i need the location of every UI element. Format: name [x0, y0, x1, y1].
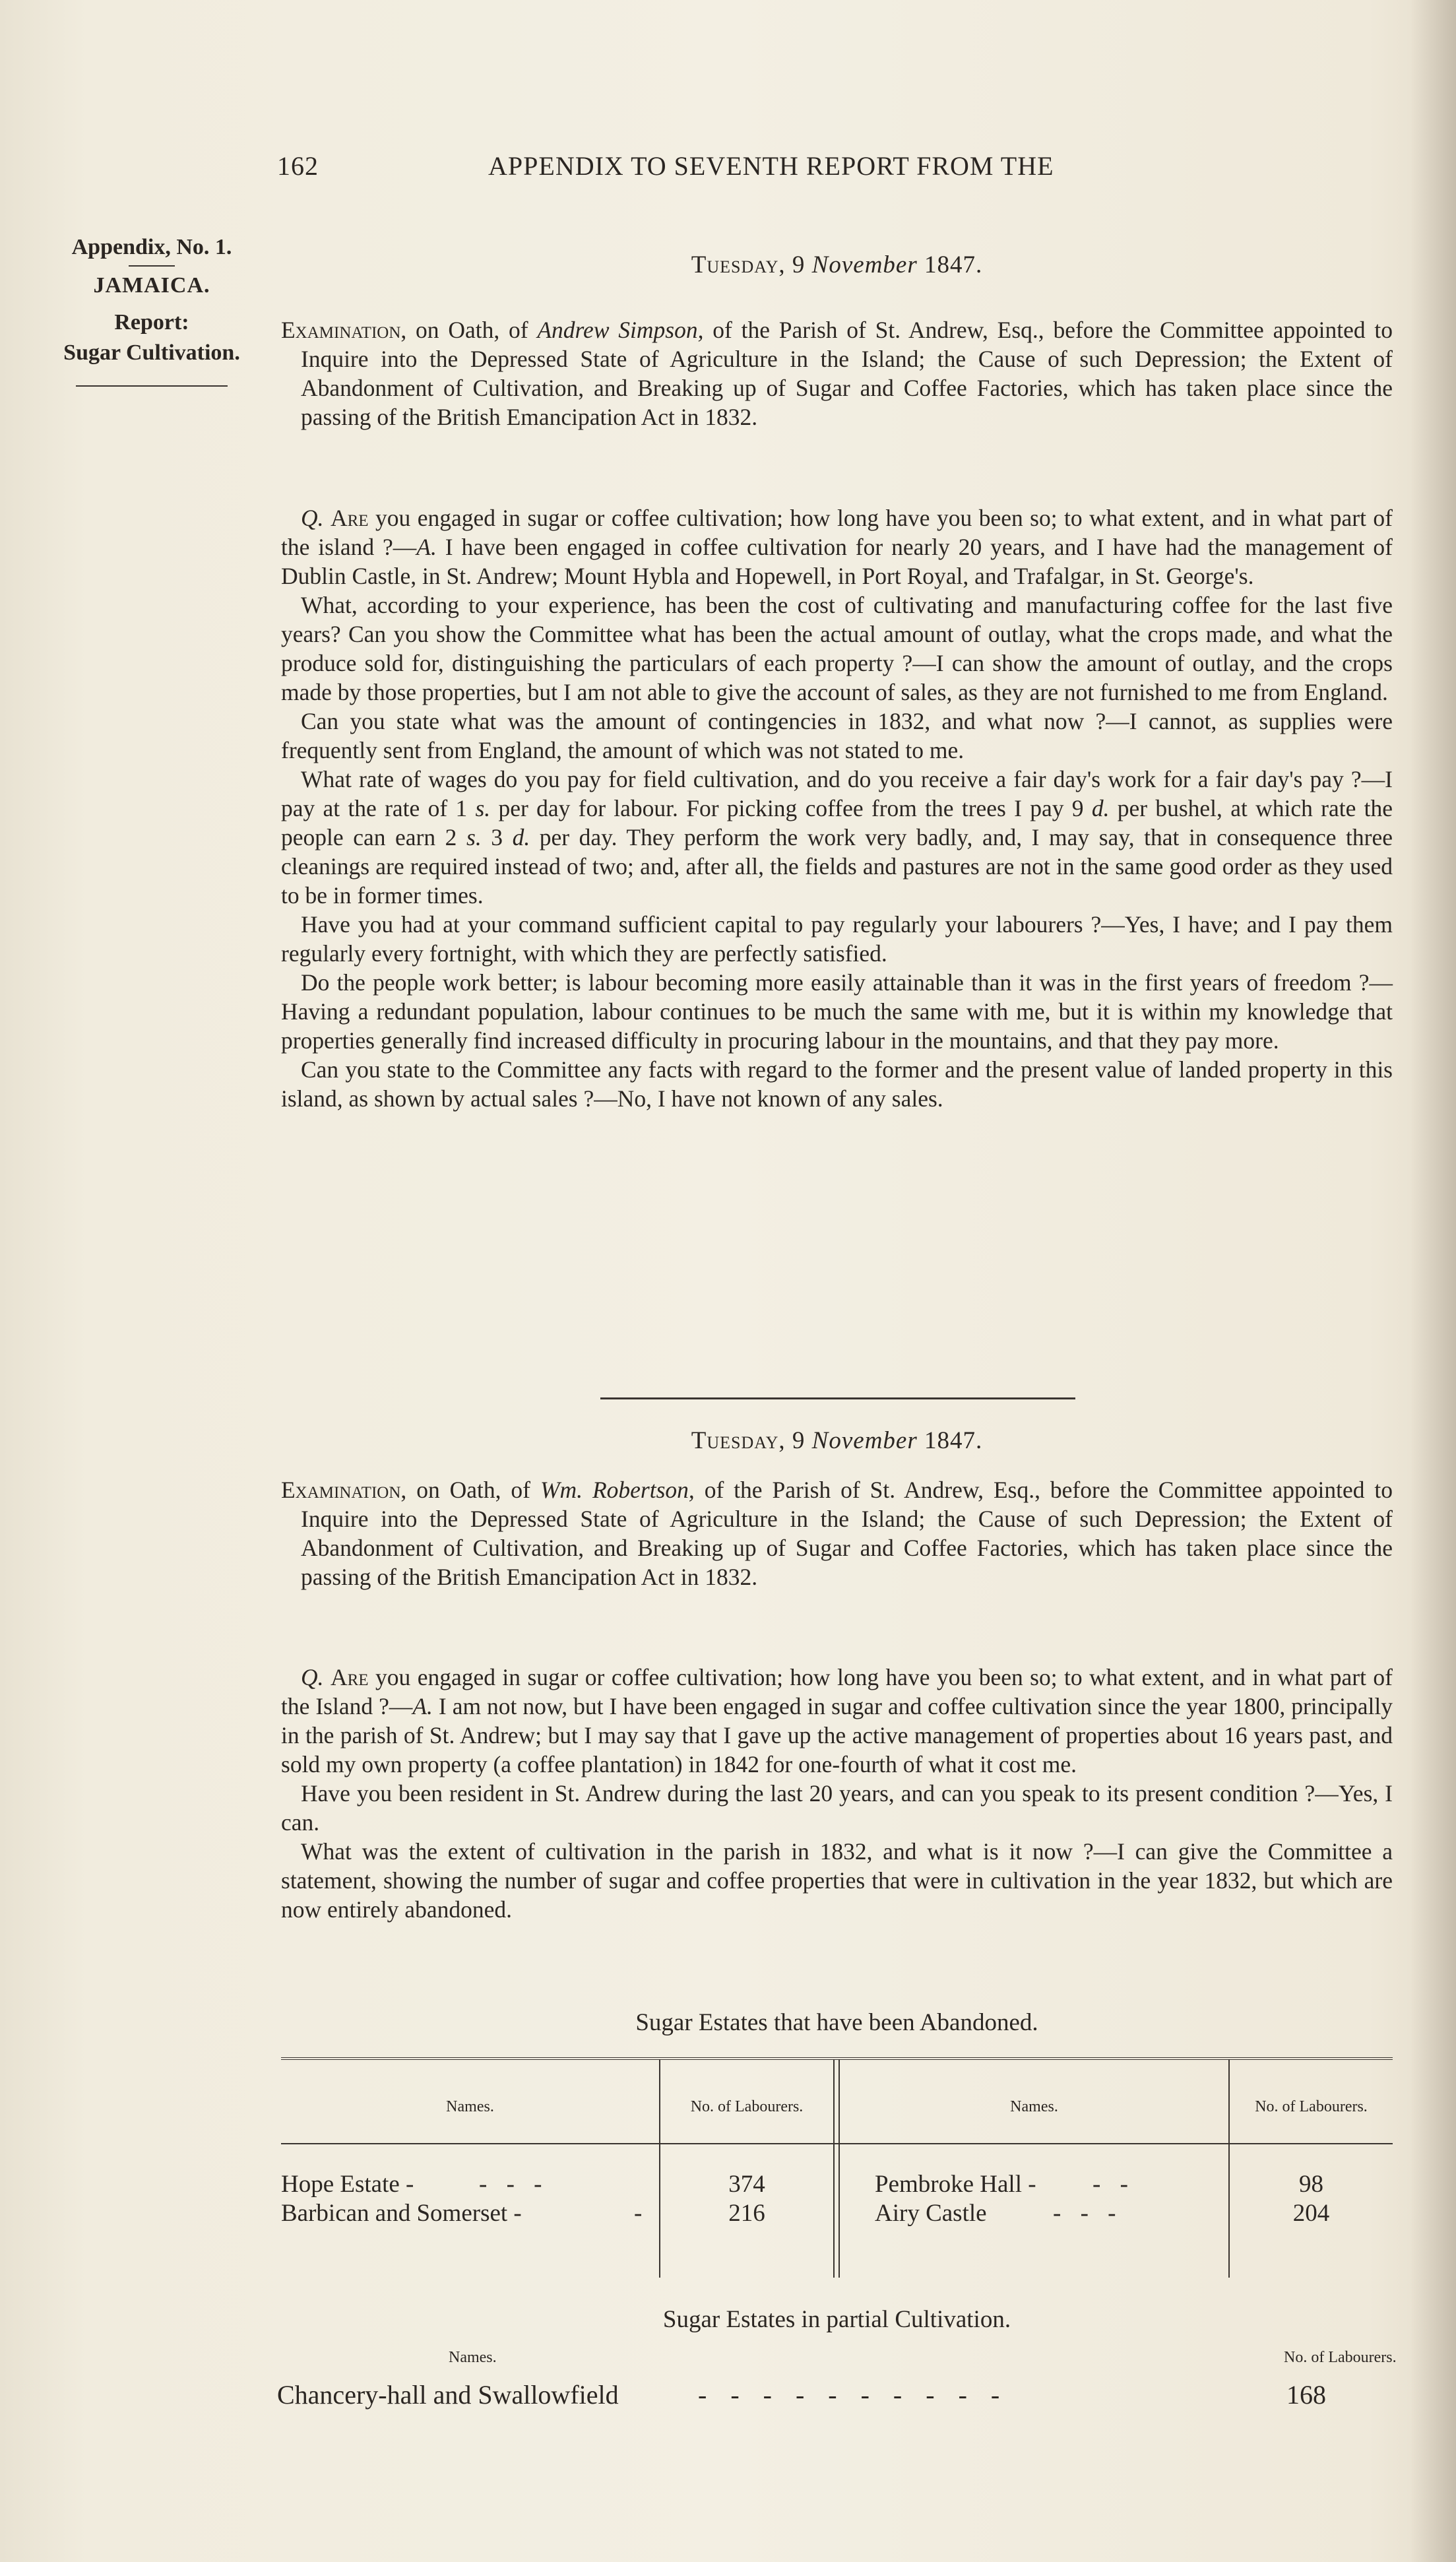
page-number: 162	[277, 151, 319, 181]
partial-row-name: Chancery-hall and Swallowfield	[277, 2380, 619, 2410]
p4-part: per bushel, at which rate the people can earn 2	[281, 795, 1393, 850]
section1-p3: Can you state what was the amount of contingencies in 1832, and what now ?—I cannot, as supplies were frequently sent from England, the amount of which was not stated to me.	[281, 708, 1393, 763]
margin-note	[40, 232, 264, 387]
a-marker: A.	[416, 534, 437, 560]
section1-witness-name: Andrew Simpson,	[537, 317, 704, 343]
section2-exam-pre: , on Oath, of	[400, 1477, 540, 1503]
section1-p5: Have you had at your command sufficient capital to pay regularly your labourers ?—Yes, I have; and I pay them regularly every fortnight, with which they are perfectly satisfied.	[281, 911, 1393, 967]
section1-p2: What, according to your experience, has been the cost of cultivating and manufacturing coffee for the last five years? Can you show the Committee what has been the actual amount of outlay, what the crops made, and what the produce sold for, distinguishing the particulars of each property ?—I can show the amount of outlay, and the crops made by those properties, but I am not able to give the account of sales, as they are not furnished to me from England.	[281, 592, 1393, 705]
section1-p4	[281, 765, 1393, 910]
section2-exam-paragraph	[281, 1475, 1393, 1591]
section1-exam-post: of the Parish of St. Andrew, Esq., before the Committee appointed to Inquire into the Depressed State of Agriculture in the Island; the Cause of such Depression; the Extent of Abandonment of Cultivation, and Breaking up of Sugar and Coffee Factories, which has taken place since the passing of the British Emancipation Act in 1832.	[301, 317, 1393, 430]
p4-unit: d.	[1091, 795, 1110, 821]
p4-part: per day for labour. For picking coffee from the trees I pay 9	[490, 795, 1092, 821]
p4-part: What rate of wages do you pay for field cultivation, and do you receive a fair day's work for a fair day's pay ?—I pay at the rate of 1	[281, 766, 1393, 821]
section1-exam-paragraph	[281, 315, 1393, 432]
q-are: Are	[330, 1664, 369, 1690]
p4-unit: d.	[512, 824, 530, 850]
section1-exam-lead: Examination	[281, 317, 401, 343]
partial-row-dashes: - - - - - - - - - -	[698, 2380, 1000, 2410]
a-text: I have been engaged in coffee cultivation for nearly 20 years, and I have had the management of Dublin Castle, in St. Andrew; Mount Hybla and Hopewell, in Port Royal, and Trafalgar, in St. George's.	[281, 534, 1393, 589]
p4-unit: s.	[466, 824, 482, 850]
section1-p7: Can you state to the Committee any facts with regard to the former and the present value of landed property in this island, as shown by actual sales ?—No, I have not known of any sales.	[281, 1056, 1393, 1112]
margin-report: Report:	[114, 310, 189, 335]
table-column-rule	[659, 2060, 660, 2278]
margin-short-rule	[129, 265, 175, 267]
table-row-dashes: - -	[1092, 2171, 1128, 2198]
table-column-rule	[1228, 2060, 1230, 2278]
table-header-names-left: Names.	[446, 2098, 494, 2115]
table-row-name: Hope Estate -	[281, 2171, 414, 2198]
section2-date-month: November	[811, 1427, 918, 1454]
a-text: I am not now, but I have been engaged in sugar and coffee cultivation since the year 1800, principally in the parish of St. Andrew; but I may say that I gave up the active management of properties about 16 years past, and sold my own property (a coffee plantation) in 1842 for one-fourth of what it cost me.	[281, 1693, 1393, 1777]
p4-part: per day. They perform the work very badly, and, I may say, that in consequence three cleanings are required instead of two; and, after all, the fields and pastures are not in the same good order as they used to be in former times.	[281, 824, 1393, 909]
section1-date-month: November	[811, 251, 918, 278]
table-row-name: Airy Castle	[875, 2200, 987, 2227]
table-row-dashes: - - -	[1053, 2200, 1116, 2227]
section1-exam-pre: , on Oath, of	[400, 317, 538, 343]
section2-q1	[281, 1663, 1393, 1779]
section1-testimony	[281, 503, 1393, 1113]
table-header-names-right: Names.	[1010, 2098, 1058, 2115]
section2-date-year: 1847.	[917, 1427, 983, 1454]
table-row-dashes: -	[634, 2200, 643, 2227]
q-text: you engaged in sugar or coffee cultivation; how long have you been so; to what extent, and in what part of the Island ?—	[281, 1664, 1393, 1719]
section2-date	[281, 1426, 1393, 1456]
q-marker: Q.	[301, 1664, 324, 1690]
section1-q1	[281, 503, 1393, 591]
section1-date-sep: , 9	[778, 251, 812, 278]
p4-part: 3	[481, 824, 513, 850]
margin-appendix: Appendix, No. 1.	[71, 235, 232, 259]
margin-region: JAMAICA.	[93, 273, 210, 298]
table-header-labourers-right: No. of Labourers.	[1255, 2098, 1368, 2115]
q-text: you engaged in sugar or coffee cultivation; how long have you been so; to what extent, and in what part of the island ?—	[281, 505, 1393, 560]
q-marker: Q.	[301, 505, 324, 531]
page-edge-shadow	[1410, 0, 1456, 2562]
table-row-count: 204	[1292, 2200, 1330, 2227]
table-row-name: Pembroke Hall -	[875, 2171, 1036, 2198]
table-row-count: 374	[728, 2171, 765, 2198]
section1-date	[281, 251, 1393, 280]
table-center-double-rule	[833, 2060, 840, 2278]
section2-exam-lead: Examination	[281, 1477, 401, 1503]
partial-table-title: Sugar Estates in partial Cultivation.	[662, 2306, 1011, 2333]
section1-p6: Do the people work better; is labour becoming more easily attainable than it was in the first years of freedom ?—Having a redundant population, labour continues to be much the same with me, but it is within my knowledge that properties generally find increased difficulty in procuring labour in the mountains, and that they pay more.	[281, 969, 1393, 1054]
section1-date-year: 1847.	[917, 251, 983, 278]
section2-witness-name: Wm. Robertson,	[540, 1477, 695, 1503]
table-header-labourers-left: No. of Labourers.	[690, 2098, 804, 2115]
margin-subject: Sugar Cultivation.	[63, 340, 240, 365]
abandoned-table-title: Sugar Estates that have been Abandoned.	[635, 2009, 1038, 2036]
table-row-count: 98	[1299, 2171, 1323, 2198]
abandoned-table	[281, 2057, 1393, 2278]
q-are: Are	[330, 505, 369, 531]
partial-header-names: Names.	[449, 2349, 497, 2366]
section2-p2: Have you been resident in St. Andrew during the last 20 years, and can you speak to its present condition ?—Yes, I can.	[281, 1780, 1393, 1836]
section2-exam-post: of the Parish of St. Andrew, Esq., before the Committee appointed to Inquire into the Depressed State of Agriculture in the Island; the Cause of such Depression; the Extent of Abandonment of Cultivation, and Breaking up of Sugar and Coffee Factories, which has taken place since the passing of the British Emancipation Act in 1832.	[301, 1477, 1393, 1590]
table-header-rule	[281, 2143, 1393, 2144]
p4-unit: s.	[475, 795, 491, 821]
table-row-dashes: - - -	[479, 2171, 542, 2198]
table-row-name: Barbican and Somerset -	[281, 2200, 522, 2227]
section-separator	[600, 1397, 1075, 1399]
section2-testimony	[281, 1663, 1393, 1924]
section2-p3: What was the extent of cultivation in the parish in 1832, and what is it now ?—I can give the Committee a statement, showing the number of sugar and coffee properties that were in cultivation in the year 1832, but which are now entirely abandoned.	[281, 1838, 1393, 1923]
section1-date-day: Tuesday	[691, 251, 779, 278]
partial-row-count: 168	[1286, 2380, 1326, 2410]
section2-date-sep: , 9	[778, 1427, 812, 1454]
section2-examination	[281, 1475, 1393, 1591]
partial-header-labourers: No. of Labourers.	[1284, 2349, 1397, 2366]
section2-date-day: Tuesday	[691, 1427, 779, 1454]
running-title: APPENDIX TO SEVENTH REPORT FROM THE	[488, 151, 1054, 181]
table-row-count: 216	[728, 2200, 765, 2227]
margin-long-rule	[76, 385, 228, 387]
section1-examination	[281, 315, 1393, 432]
a-marker: A.	[412, 1693, 433, 1719]
